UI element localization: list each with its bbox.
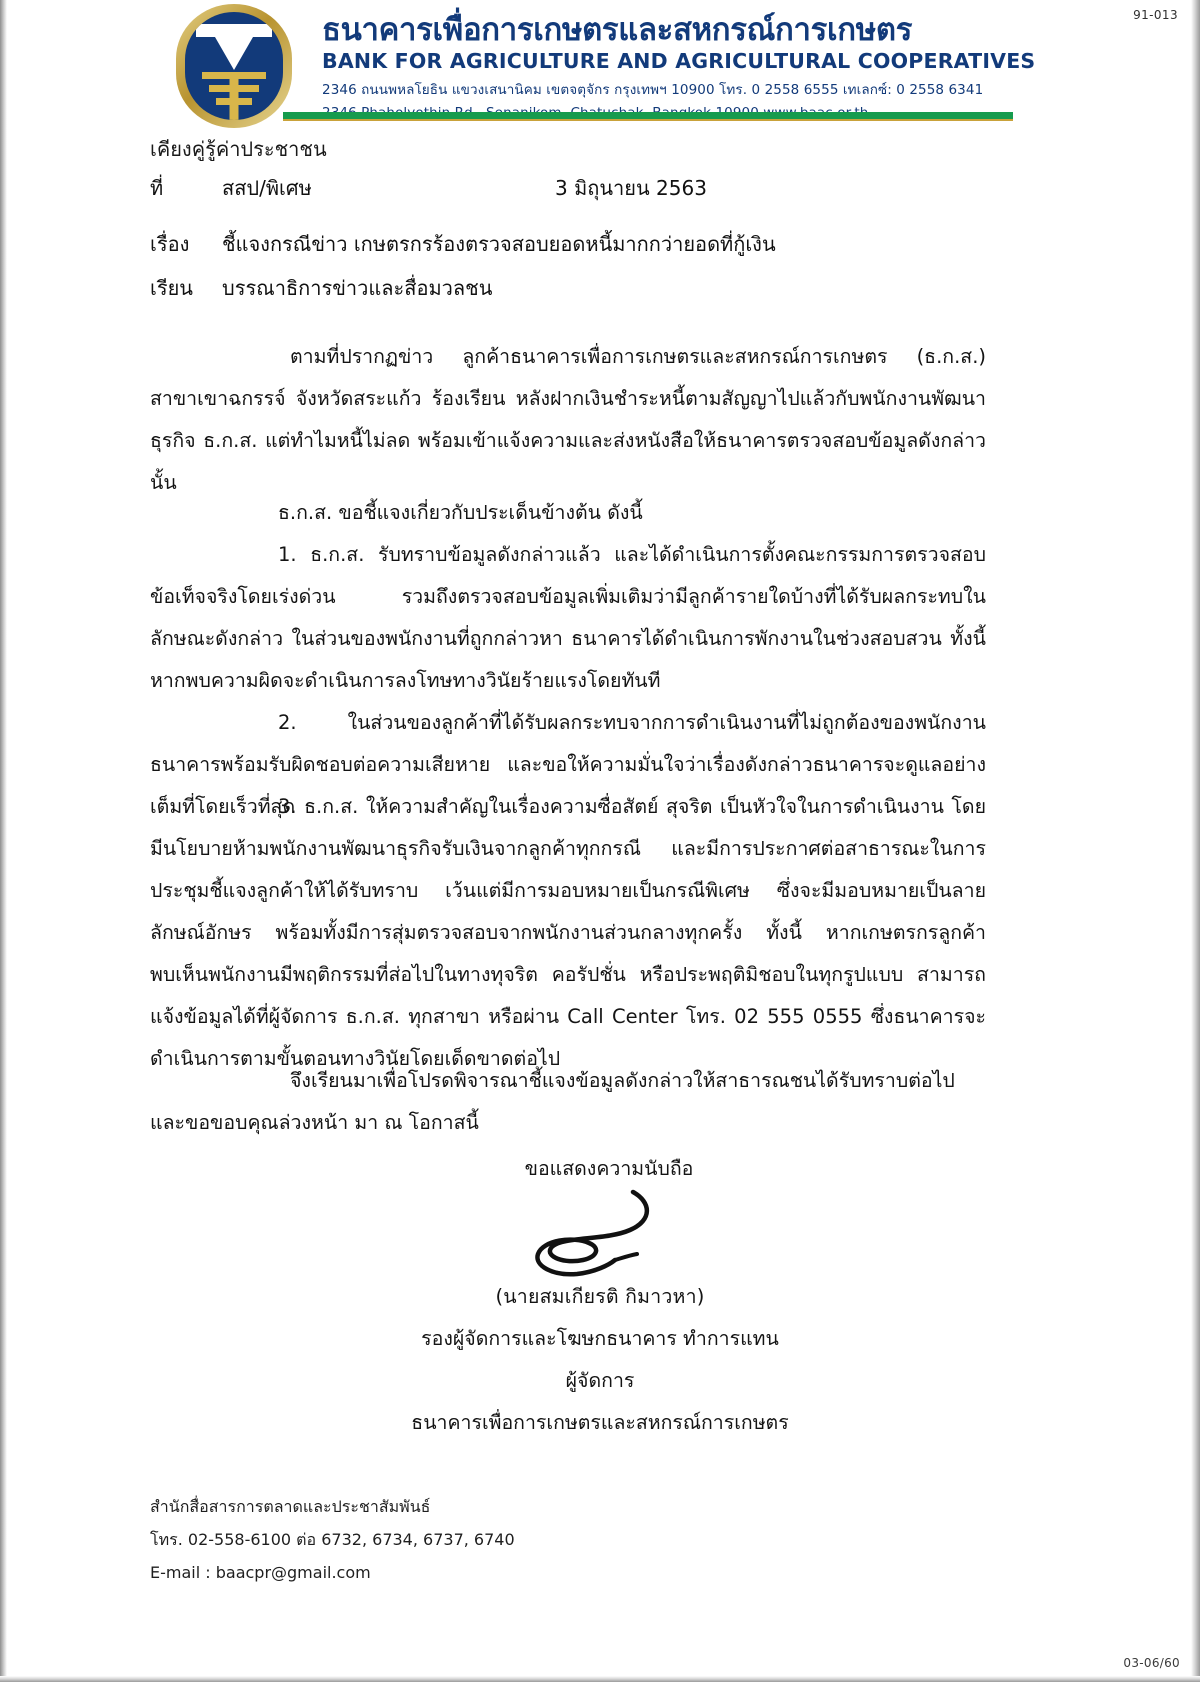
logo-bar-3 bbox=[216, 98, 252, 105]
logo-stem bbox=[230, 72, 239, 120]
paragraph-item-1: 1. ธ.ก.ส. รับทราบข้อมูลดังกล่าวแล้ว และได้ดำเนินการตั้งคณะกรรมการตรวจสอบข้อเท็จจริงโดยเร่งด่วน รวมถึงตรวจสอบข้อมูลเพิ่มเติมว่ามีลูกค้ารายใดบ้างที่ได้รับผลกระทบในลักษณะดังกล่าว ในส่วนของพนักงานที่ถูกกล่าวหา ธนาคารได้ดำเนินการพักงานในช่วงสอบสวน ทั้งนี้ หากพบความผิดจะดำเนินการลงโทษทางวินัยร้ายแรงโดยทันที bbox=[150, 543, 986, 692]
paragraph-lead-in: ธ.ก.ส. ขอชี้แจงเกี่ยวกับประเด็นข้างต้น ดังนี้ bbox=[278, 501, 643, 524]
letterhead-rule bbox=[283, 112, 1013, 121]
paragraph-item-2: 2. ในส่วนของลูกค้าที่ได้รับผลกระทบจากการดำเนินงานที่ไม่ถูกต้องของพนักงาน ธนาคารพร้อมรับผิดชอบต่อความเสียหาย และขอให้ความมั่นใจว่าเรื่องดังกล่าวธนาคารจะดูแลอย่างเต็มที่โดยเร็วที่สุด bbox=[150, 711, 986, 818]
logo-arrow-mark bbox=[196, 24, 272, 70]
reference-row bbox=[150, 172, 770, 204]
paragraph-intro: ตามที่ปรากฏข่าว ลูกค้าธนาคารเพื่อการเกษตรและสหกรณ์การเกษตร (ธ.ก.ส.) สาขาเขาฉกรรจ์ จังหวัดสระแก้ว ร้องเรียน หลังฝากเงินชำระหนี้ตามสัญญาไปแล้วกับพนักงานพัฒนาธุรกิจ ธ.ก.ส. แต่ทำไมหนี้ไม่ลด พร้อมเข้าแจ้งความและส่งหนังสือให้ธนาคารตรวจสอบข้อมูลดังกล่าว นั้น bbox=[150, 345, 986, 494]
baac-logo-icon bbox=[176, 4, 292, 128]
bank-identity bbox=[322, 12, 1036, 121]
bank-slogan: เคียงคู่รู้ค่าประชาชน bbox=[150, 137, 327, 161]
scan-edge-bottom bbox=[0, 1676, 1200, 1682]
bank-address-th: 2346 ถนนพหลโยธิน แขวงเสนานิคม เขตจตุจักร กรุงเทพฯ 10900 โทร. 0 2558 6555 เทเลกซ์: 0 2558 6341 bbox=[322, 81, 984, 98]
footer-contact-block bbox=[150, 1490, 515, 1589]
attention-label: เรียน bbox=[150, 276, 193, 300]
attention-row bbox=[150, 272, 492, 304]
subject-value: ชี้แจงกรณีข่าว เกษตรกรร้องตรวจสอบยอดหนี้มากกว่ายอดที่กู้เงิน bbox=[222, 232, 776, 256]
subject-row bbox=[150, 228, 776, 260]
signer-title-line-1: รองผู้จัดการและโฆษกธนาคาร ทำการแทน bbox=[421, 1327, 779, 1350]
paragraph-closing: จึงเรียนมาเพื่อโปรดพิจารณาชี้แจงข้อมูลดังกล่าวให้สาธารณชนได้รับทราบต่อไปและขอขอบคุณล่วงหน้า มา ณ โอกาสนี้ bbox=[150, 1069, 955, 1134]
logo-bar-1 bbox=[202, 72, 266, 79]
document-code-top-right: 91-013 bbox=[1133, 8, 1178, 22]
subject-label: เรื่อง bbox=[150, 232, 190, 256]
logo-bar-2 bbox=[209, 85, 259, 92]
paragraph-item-3: 3. ธ.ก.ส. ให้ความสำคัญในเรื่องความซื่อสัตย์ สุจริต เป็นหัวใจในการดำเนินงาน โดยมีนโยบายห้ามพนักงานพัฒนาธุรกิจรับเงินจากลูกค้าทุกกรณี และมีการประกาศต่อสาธารณะในการประชุมชี้แจงลูกค้าให้ได้รับทราบ เว้นแต่มีการมอบหมายเป็นกรณีพิเศษ ซึ่งจะมีมอบหมายเป็นลายลักษณ์อักษร พร้อมทั้งมีการสุ่มตรวจสอบจากพนักงานส่วนกลางทุกครั้ง ทั้งนี้ หากเกษตรกรลูกค้าพบเห็นพนักงานมีพฤติกรรมที่ส่อไปในทางทุจริต คอรัปชั่น หรือประพฤติมิชอบในทุกรูปแบบ สามารถแจ้งข้อมูลได้ที่ผู้จัดการ ธ.ก.ส. ทุกสาขา หรือผ่าน Call Center โทร. 02 555 0555 ซึ่งธนาคารจะดำเนินการตามขั้นตอนทางวินัยโดยเด็ดขาดต่อไป bbox=[150, 795, 986, 1070]
signature-block bbox=[0, 1148, 1200, 1444]
logo-sheaf-mark bbox=[198, 72, 270, 120]
letterhead bbox=[0, 0, 1200, 128]
attention-value: บรรณาธิการข่าวและสื่อมวลชน bbox=[222, 276, 493, 300]
signer-name: (นายสมเกียรติ กิมาวหา) bbox=[495, 1285, 705, 1308]
signer-organization: ธนาคารเพื่อการเกษตรและสหกรณ์การเกษตร bbox=[411, 1411, 789, 1434]
signer-title-line-2: ผู้จัดการ bbox=[565, 1369, 635, 1392]
footer-email: E-mail : baacpr@gmail.com bbox=[150, 1563, 371, 1582]
handwritten-signature-icon bbox=[0, 1186, 1200, 1282]
document-code-bottom-right: 03-06/60 bbox=[1123, 1656, 1180, 1670]
letter-date: 3 มิถุนายน 2563 bbox=[555, 176, 707, 200]
closing-salutation: ขอแสดงความนับถือ bbox=[524, 1157, 694, 1180]
reference-label: ที่ bbox=[150, 176, 164, 200]
bank-name-th: ธนาคารเพื่อการเกษตรและสหกรณ์การเกษตร bbox=[322, 12, 913, 48]
footer-office: สำนักสื่อสารการตลาดและประชาสัมพันธ์ bbox=[150, 1497, 431, 1516]
reference-value: สสป/พิเศษ bbox=[222, 176, 312, 200]
logo-inner-field bbox=[185, 12, 283, 120]
footer-phone: โทร. 02-558-6100 ต่อ 6732, 6734, 6737, 6740 bbox=[150, 1530, 515, 1549]
letterhead-rule-green bbox=[283, 112, 1013, 119]
bank-name-en: BANK FOR AGRICULTURE AND AGRICULTURAL COOPERATIVES bbox=[322, 48, 1036, 73]
